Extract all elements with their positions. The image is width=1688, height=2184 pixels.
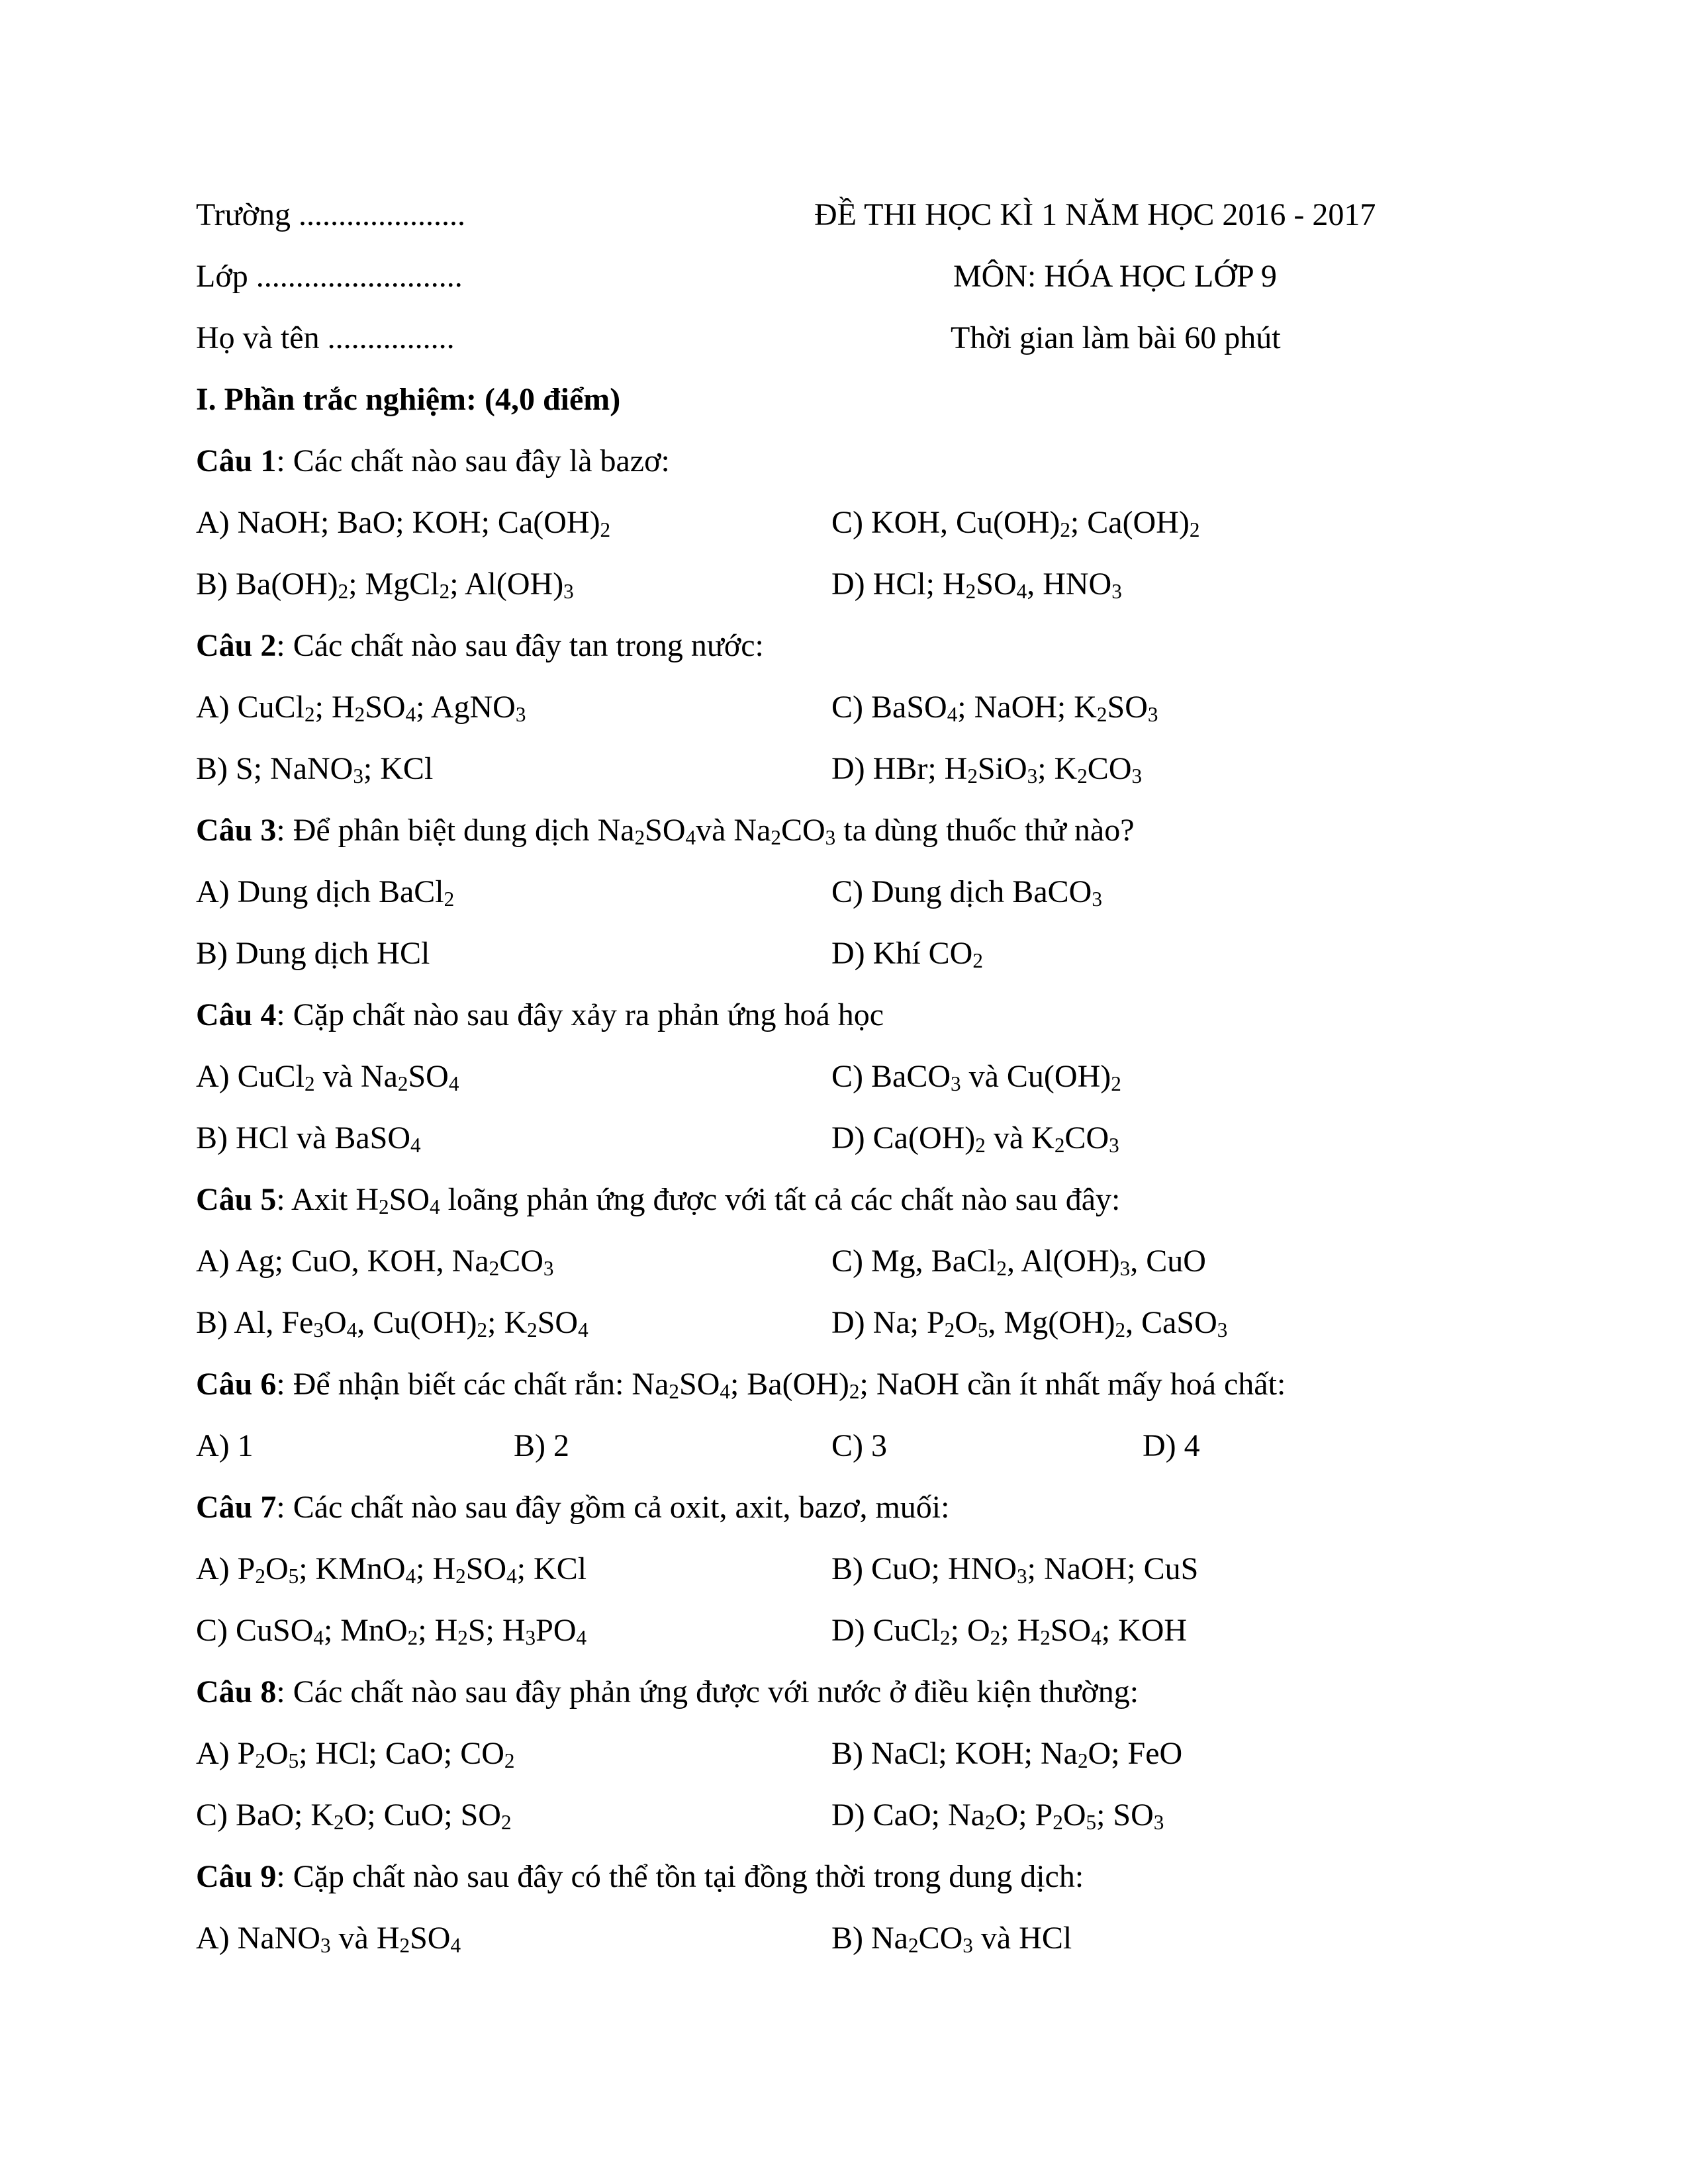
question-label: Câu 7 — [196, 1490, 277, 1525]
option-d: D) 4 — [1143, 1428, 1200, 1463]
question-label: Câu 5 — [196, 1182, 277, 1217]
option-b: B) HCl và BaSO$_4$ — [196, 1120, 421, 1158]
question-label: Câu 2 — [196, 628, 277, 663]
option-d: D) CaO; $Na_2O$; $P_2O_5$; $SO_3$ — [831, 1797, 1164, 1835]
option-d: D) Khí $CO_2$ — [831, 936, 983, 973]
q7-options-row-1 — [196, 1539, 1520, 1599]
question-3 — [196, 801, 1520, 860]
header-row-3 — [196, 308, 1520, 368]
option-d: D) HBr; $H_2SiO_3$; $K_2CO_3$ — [831, 751, 1143, 788]
option-a: A) NaOH; BaO; KOH; $Ca(OH)_2$ — [196, 505, 611, 542]
question-8 — [196, 1662, 1520, 1722]
duration-label: Thời gian làm bài 60 phút — [951, 320, 1281, 355]
option-c: C) CuSO$_4$; MnO$_2$; $H_2S$; $H_3PO_4$ — [196, 1613, 587, 1650]
header-row-2 — [196, 247, 1520, 306]
option-b: B) CuO; $HNO_3$; NaOH; CuS — [831, 1551, 1199, 1588]
question-label: Câu 4 — [196, 997, 277, 1032]
question-text: : Các chất nào sau đây là bazơ: — [276, 443, 670, 478]
q3-options-row-2 — [196, 924, 1520, 983]
q3-options-row-1 — [196, 862, 1520, 922]
question-label: Câu 6 — [196, 1367, 277, 1402]
option-a: A) CuCl$_2$ và $Na_2SO_4$ — [196, 1059, 459, 1096]
question-text: : Các chất nào sau đây tan trong nước: — [276, 628, 764, 663]
q4-options-row-2 — [196, 1109, 1520, 1168]
q1-options-row-1 — [196, 493, 1520, 553]
option-b: B) 2 — [514, 1428, 569, 1463]
question-text: : Cặp chất nào sau đây xảy ra phản ứng hoá học — [276, 997, 884, 1032]
option-b: B) S; NaNO$_3$; KCl — [196, 751, 434, 788]
question-2 — [196, 616, 1520, 676]
option-d: D) HCl; $H_2SO_4$, $HNO_3$ — [831, 567, 1122, 604]
option-b: B) $Ba(OH)_2$; MgCl$_2$; $Al(OH)_3$ — [196, 567, 574, 604]
option-a: A) $P_2O_5$; KMnO$_4$; $H_2SO_4$; KCl — [196, 1551, 587, 1588]
subject-label: MÔN: HÓA HỌC LỚP 9 — [953, 259, 1277, 294]
class-label: Lớp .......................... — [196, 259, 463, 294]
question-text: : Để phân biệt dung dịch $Na_2SO_4và$ $Na_2CO_3$ ta dùng thuốc thử nào? — [276, 813, 1135, 850]
question-text: : Các chất nào sau đây gồm cả oxit, axit, bazơ, muối: — [276, 1490, 950, 1525]
q7-options-row-2 — [196, 1601, 1520, 1661]
name-label: Họ và tên ................ — [196, 320, 455, 355]
section-title: I. Phần trắc nghiệm: (4,0 điểm) — [196, 382, 621, 417]
question-7 — [196, 1478, 1520, 1537]
question-text: : Cặp chất nào sau đây có thể tồn tại đồng thời trong dung dịch: — [276, 1859, 1084, 1894]
q9-options-row-1 — [196, 1909, 1520, 1968]
question-9 — [196, 1847, 1520, 1907]
question-text: : Axit $H_2SO_4$ loãng phản ứng được với tất cả các chất nào sau đây: — [276, 1182, 1121, 1219]
option-c: C) KOH, $Cu(OH)_2$; $Ca(OH)_2$ — [831, 505, 1200, 542]
option-a: A) Ag; CuO, KOH, $Na_2CO_3$ — [196, 1244, 554, 1281]
option-c: C) Dung dịch BaCO$_3$ — [831, 874, 1102, 911]
q6-options-row — [196, 1416, 1520, 1476]
school-label: Trường ..................... — [196, 197, 466, 232]
option-b: B) Al, $Fe_3O_4$, $Cu(OH)_2$; $K_2SO_4$ — [196, 1305, 588, 1342]
option-b: B) NaCl; KOH; $Na_2O$; FeO — [831, 1736, 1183, 1773]
question-label: Câu 3 — [196, 813, 277, 848]
option-d: D) $Ca(OH)_2$ và $K_2CO_3$ — [831, 1120, 1119, 1158]
option-c: C) 3 — [831, 1428, 887, 1463]
q1-options-row-2 — [196, 555, 1520, 614]
exam-title: ĐỀ THI HỌC KÌ 1 NĂM HỌC 2016 - 2017 — [814, 197, 1376, 232]
question-text: : Các chất nào sau đây phản ứng được với nước ở điều kiện thường: — [276, 1674, 1139, 1709]
option-c: C) BaCO$_3$ và $Cu(OH)_2$ — [831, 1059, 1121, 1096]
option-a: A) 1 — [196, 1428, 254, 1463]
option-c: C) Mg, BaCl$_2$, $Al(OH)_3$, CuO — [831, 1244, 1206, 1281]
question-1 — [196, 432, 1520, 491]
option-d: D) Na; $P_2O_5$, $Mg(OH)_2$, CaSO$_3$ — [831, 1305, 1228, 1342]
option-c: C) BaSO$_4$; NaOH; $K_2SO_3$ — [831, 690, 1158, 727]
option-b: B) Dung dịch HCl — [196, 936, 430, 971]
q5-options-row-2 — [196, 1293, 1520, 1353]
q2-options-row-2 — [196, 739, 1520, 799]
q5-options-row-1 — [196, 1232, 1520, 1291]
option-a: A) Dung dịch BaCl$_2$ — [196, 874, 455, 911]
q2-options-row-1 — [196, 678, 1520, 737]
option-b: B) $Na_2CO_3$ và HCl — [831, 1921, 1072, 1958]
option-a: A) CuCl$_2$; $H_2SO_4$; AgNO$_3$ — [196, 690, 526, 727]
option-d: D) CuCl$_2$; $O_2$; $H_2SO_4$; KOH — [831, 1613, 1188, 1650]
header-row-1 — [196, 185, 1520, 245]
question-label: Câu 9 — [196, 1859, 277, 1894]
option-a: A) $P_2O_5$; HCl; CaO; $CO_2$ — [196, 1736, 515, 1773]
q8-options-row-2 — [196, 1786, 1520, 1845]
q8-options-row-1 — [196, 1724, 1520, 1784]
question-label: Câu 1 — [196, 443, 277, 478]
question-6 — [196, 1355, 1520, 1414]
question-5 — [196, 1170, 1520, 1230]
question-4 — [196, 985, 1520, 1045]
option-c: C) BaO; $K_2O$; CuO; $SO_2$ — [196, 1797, 512, 1835]
q4-options-row-1 — [196, 1047, 1520, 1107]
question-label: Câu 8 — [196, 1674, 277, 1709]
option-a: A) NaNO$_3$ và $H_2SO_4$ — [196, 1921, 461, 1958]
question-text: : Để nhận biết các chất rắn: $Na_2SO_4$; $Ba(OH)_2$; NaOH cần ít nhất mấy hoá chất: — [276, 1367, 1286, 1404]
